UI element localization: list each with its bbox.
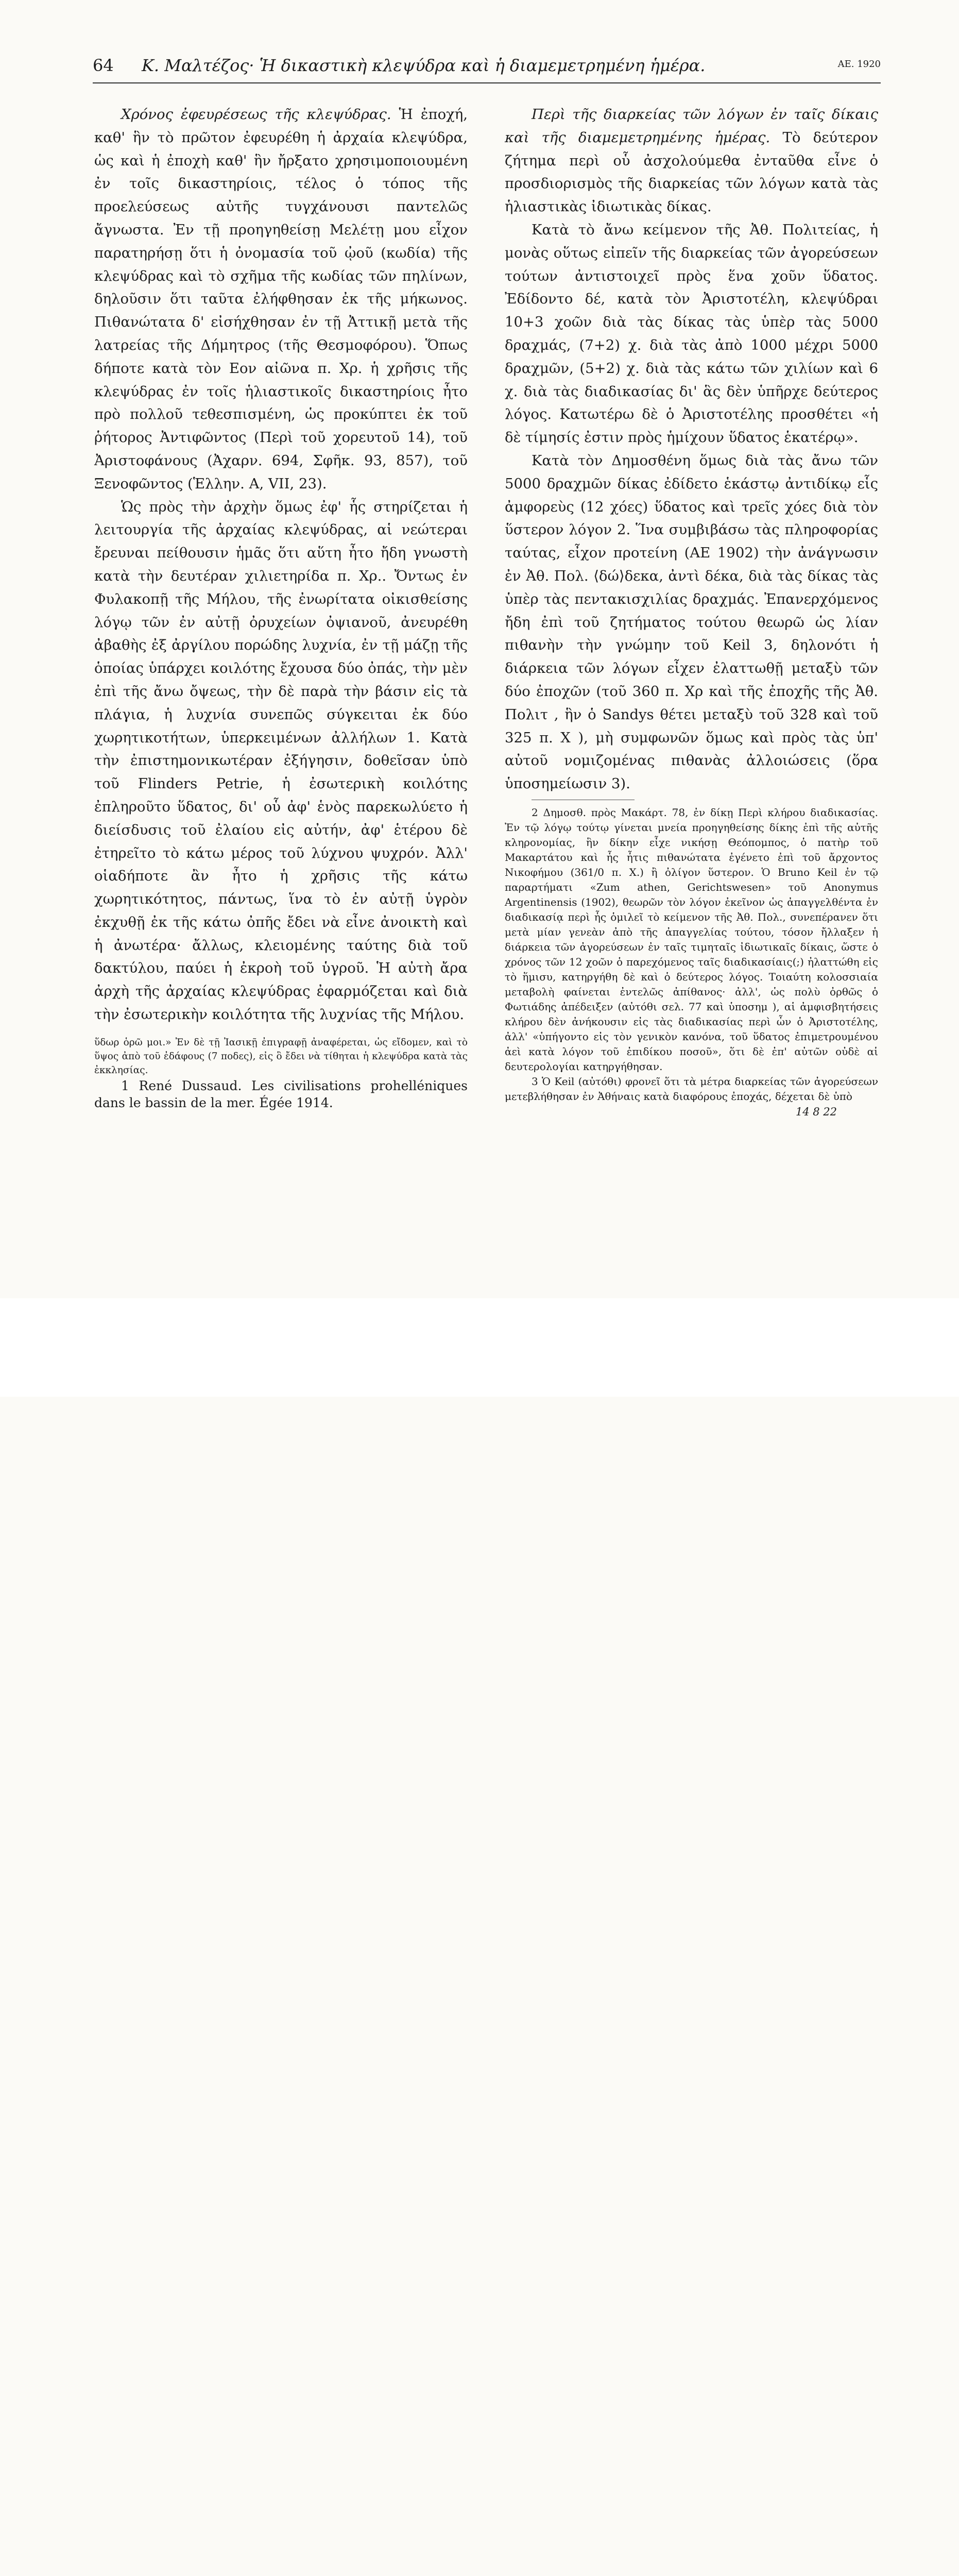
left-column	[94, 103, 468, 1111]
footnote-1: 1 René Dussaud. Les civilisations prohelléniques dans le bassin de la mer. Égée 1914.	[94, 1078, 468, 1110]
left-paragraph-1	[94, 103, 468, 496]
section-heading-invention: Χρόνος ἐφευρέσεως τῆς κλεψύδρας.	[121, 106, 391, 123]
footnote-2: 2 Δημοσθ. πρὸς Μακάρτ. 78, ἐν δίκῃ Περὶ κλήρου διαδικασίας. Ἐν τῷ λόγῳ τούτῳ γίνεται μνεία προηγηθείσης δίκης ἐπὶ τῆς αὐτῆς κληρονομίας, ἣν δίκην εἶχε νικήσῃ Θεόπομπος, ὁ πατὴρ τοῦ Μακαρτάτου καὶ ἧς ἦτις πιθανώτατα ἐγένετο ἐπὶ τοῦ ἄρχοντος Νικοφήμου (361/0 π. Χ.) ἢ ὀλίγον ὕστερον. Ὁ Bruno Keil ἐν τῷ παραρτήματι «Zum athen, Gerichtswesen» τοῦ Anonymus Argentinensis (1902), θεωρῶν τὸν λόγον ἐκεῖνον ὡς ἀπαγγελθέντα ἐν διαδικασίᾳ περὶ ἧς ὁμιλεῖ τὸ κείμενον τῆς Ἀθ. Πολ., συνεπέρανεν ὅτι μετὰ μίαν γενεὰν ἀπὸ τῆς ἀπαγγελίας τούτου, τόσον ἤλλαξεν ἡ διάρκεια τῶν ἀγορεύσεων ἐν ταῖς τιμηταῖς ἰδιωτικαῖς δίκαις, ὥστε ὁ χρόνος τῶν 12 χοῶν ὁ παρεχόμενος ταῖς διαδικασίαις(;) ἠλαττώθη εἰς τὸ ἥμισυ, κατηργήθη δὲ καὶ ὁ δεύτερος λόγος. Τοιαύτη κολοσσιαία μεταβολὴ φαίνεται ἐντελῶς ἀπίθανος· ἀλλ', ὡς πολὺ ὀρθῶς ὁ Φωτιάδης ἀπέδειξεν (αὐτόθι σελ. 77 καὶ ὑποσημ ), αἱ ἀμφισβητήσεις κλήρου δὲν ἀνήκουσιν εἰς τὰς διαδικασίας περὶ ὧν ὁ Ἀριστοτέλης, ἀλλ' «ὑπήγοντο εἰς τὸν γενικὸν κανόνα, τοῦ ὕδατος ἐπιμετρουμένου ἀεὶ κατὰ λόγον τοῦ ἐπιδίκου ποσοῦ», ὅτι δὲ ἐπ' αὐτῶν οὐδὲ αἱ δευτερολογίαι κατηργήθησαν.	[505, 806, 878, 1073]
section-heading-duration: Περὶ τῆς διαρκείας τῶν λόγων ἐν ταῖς δίκαις καὶ τῆς διαμεμετρημένης ἡμέρας.	[505, 106, 878, 146]
running-title: Κ. Μαλτέζος· Ἡ δικαστικὴ κλεψύδρα καὶ ἡ διαμεμετρημένη ἡμέρα.	[142, 56, 706, 75]
right-column	[505, 103, 878, 1120]
header-rule	[93, 82, 881, 83]
right-paragraph-3: Κατὰ τὸν Δημοσθένη ὅμως διὰ τὰς ἄνω τῶν 5000 δραχμῶν δίκας ἐδίδετο ἑκάστῳ ἀντιδίκῳ εἷς ἀμφορεὺς (12 χόες) ὕδατος καὶ τρεῖς χόες διὰ τὸν ὕστερον λόγον 2. Ἵνα συμβιβάσω τὰς πληροφορίας ταύτας, εἶχον προτείνη (ΑΕ 1902) τὴν ἀνάγνωσιν ἐν Ἀθ. Πολ. ⟨δώ⟩δεκα, ἀντὶ δέκα, διὰ τὰς δίκας τὰς ὑπὲρ τὰς πεντακισχιλίας δραχμάς. Ἐπανερχόμενος ἤδη ἐπὶ τοῦ ζητήματος τούτου θεωρῶ ὡς λίαν πιθανὴν τὴν γνώμην τοῦ Keil 3, δηλονότι ἡ διάρκεια τῶν λόγων εἶχεν ἐλαττωθῇ μεταξὺ τῶν δύο ἐποχῶν (τοῦ 360 π. Χρ καὶ τῆς ἐποχῆς τῆς Ἀθ. Πολιτ , ἣν ὁ Sandys θέτει μεταξὺ τοῦ 328 καὶ τοῦ 325 π. Χ ), μὴ συμφωνῶν ὅμως καὶ πρὸς τὰς ὑπ' αὐτοῦ νομιζομένας πιθανὰς ἀλλοιώσεις (ὅρα ὑποσημείωσιν 3).	[505, 452, 878, 792]
footnote-continuation: ὕδωρ ὁρῶ μοι.» Ἐν δὲ τῇ Ἰασικῇ ἐπιγραφῇ ἀναφέρεται, ὡς εἴδομεν, καὶ τὸ ὕψος ἀπὸ τοῦ ἐδάφους (7 ποδες), εἰς ὃ ἔδει νὰ τίθηται ἡ κλεψύδρα κατὰ τὰς ἐκκλησίας.	[94, 1037, 468, 1076]
right-paragraph-1-text: Τὸ δεύτερον ζήτημα περὶ οὗ ἀσχολούμεθα ἐνταῦθα εἶνε ὁ προσδιορισμὸς τῆς διαρκείας τῶν λόγων κατὰ τὰς ἡλιαστικὰς ἰδιωτικὰς δίκας.	[505, 129, 879, 215]
digitization-footer	[0, 1298, 959, 1397]
footnote-3: 3 Ὁ Keil (αὐτόθι) φρονεῖ ὅτι τὰ μέτρα διαρκείας τῶν ἀγορεύσεων μετεβλήθησαν ἐν Ἀθήναις κατὰ διαφόρους ἐποχάς, δέχεται δὲ ὑπὸ	[505, 1075, 878, 1103]
journal-reference: ΑΕ. 1920	[837, 59, 881, 70]
printer-signature: 14 8 22	[795, 1105, 837, 1118]
right-paragraph-2: Κατὰ τὸ ἄνω κείμενον τῆς Ἀθ. Πολιτείας, ἡ μονὰς οὕτως εἰπεῖν τῆς διαρκείας τῶν ἀγορεύσεων τούτων ἀντιστοιχεῖ πρὸς ἕνα χοῦν ὕδατος. Ἐδίδοντο δέ, κατὰ τὸν Ἀριστοτέλη, κλεψύδραι 10+3 χοῶν διὰ τὰς δίκας τὰς ὑπὲρ τὰς 5000 δραχμάς, (7+2) χ. διὰ τὰς ἀπὸ 1000 μέχρι 5000 δραχμῶν, (5+2) χ. διὰ τὰς κάτω τῶν χιλίων καὶ 6 χ. διὰ τὰς διαδικασίας δι' ἃς δὲν ὑπῆρχε δεύτερος λόγος. Κατωτέρω δὲ ὁ Ἀριστοτέλης προσθέτει «ἡ δὲ τίμησίς ἐστιν πρὸς ἡμίχουν ὕδατος ἑκατέρῳ».	[505, 221, 878, 446]
left-paragraph-2: Ὡς πρὸς τὴν ἀρχὴν ὅμως ἐφ' ἧς στηρίζεται ἡ λειτουργία τῆς ἀρχαίας κλεψύδρας, αἱ νεώτεραι ἔρευναι πείθουσιν ἡμᾶς ὅτι αὕτη ἦτο ἤδη γνωστὴ κατὰ τὴν δευτέραν χιλιετηρίδα π. Χρ.. Ὄντως ἐν Φυλακοπῇ τῆς Μήλου, τῆς ἐνωρίτατα οἰκισθείσης λόγῳ τῶν ἐν αὐτῇ ὀρυχείων ὀψιανοῦ, ἀνευρέθη ἀβαθὴς ἐξ ἀργίλου πορώδης λυχνία, ἐν τῇ μάζῃ τῆς ὁποίας ὑπάρχει κοιλότης ἔχουσα δύο ὀπάς, τὴν μὲν ἐπὶ τῆς ἄνω ὄψεως, τὴν δὲ παρὰ τὴν βάσιν εἰς τὰ πλάγια, ἡ λυχνία συνεπῶς σύγκειται ἐκ δύο χωρητικοτήτων, ὑπερκειμένων ἀλλήλων 1. Κατὰ τὴν ἐπιστημονικωτέραν ἐξήγησιν, δοθεῖσαν ὑπὸ τοῦ Flinders Petrie, ἡ ἐσωτερικὴ κοιλότης ἐπληροῦτο ὕδατος, δι' οὗ ἀφ' ἑνὸς παρεκωλύετο ἡ διείσδυσις τοῦ ἐλαίου εἰς αὐτήν, ἀφ' ἑτέρου δὲ ἐτηρεῖτο τὸ κάτω μέρος τοῦ λύχνου ψυχρόν. Ἀλλ' οἱαδήποτε ἂν ἦτο ἡ χρῆσις τῆς κάτω χωρητικότητος, πάντως, ἵνα τὸ ἐν αὐτῇ ὑγρὸν ἐκχυθῇ ἐκ τῆς κάτω ὀπῆς ἔδει νὰ εἶνε ἀνοικτὴ καὶ ἡ ἀνωτέρα· ἄλλως, κλειομένης ταύτης διὰ τοῦ δακτύλου, παύει ἡ ἐκροὴ τοῦ ὑγροῦ. Ἡ αὐτὴ ἄρα ἀρχὴ τῆς ἀρχαίας κλεψύδρας ἐφαρμόζεται καὶ διὰ τὴν ἐσωτερικὴν κοιλότητα τῆς λυχνίας τῆς Μήλου.	[94, 498, 468, 1023]
left-paragraph-1-text: Ἡ ἐποχή, καθ' ἣν τὸ πρῶτον ἐφευρέθη ἡ ἀρχαία κλεψύδρα, ὡς καὶ ἡ ἐποχὴ καθ' ἣν ἤρξατο χρησιμοποιουμένη ἐν τοῖς δικαστηρίοις, τέλος ὁ τόπος τῆς προελεύσεως αὐτῆς τυγχάνουσι παντελῶς ἄγνωστα. Ἐν τῇ προηγηθείσῃ Μελέτῃ μου εἶχον παρατηρήσῃ ὅτι ἡ ὀνομασία τοῦ ᾠοῦ (κωδία) τῆς κλεψύδρας καὶ τὸ σχῆμα τῆς κωδίας τῶν πηλίνων, δηλοῦσιν ὅτι ταῦτα ἐλήφθησαν ἐκ τῆς μήκωνος. Πιθανώτατα δ' εἰσήχθησαν ἐν τῇ Ἀττικῇ μετὰ τῆς λατρείας τῆς Δήμητρος (τῆς Θεσμοφόρου). Ὅπως δήποτε κατὰ τὸν Εον αἰῶνα π. Χρ. ἡ χρῆσις τῆς κλεψύδρας ἐν τοῖς ἡλιαστικοῖς δικαστηρίοις ἦτο πρὸ πολλοῦ τεθεσπισμένη, ὡς προκύπτει ἐκ τοῦ ῥήτορος Ἀντιφῶντος (Περὶ τοῦ χορευτοῦ 14), τοῦ Ἀριστοφάνους (Ἀχαρν. 694, Σφῆκ. 93, 857), τοῦ Ξενοφῶντος (Ἑλλην. Α, VII, 23).	[94, 106, 468, 492]
page-number: 64	[93, 56, 114, 75]
running-header	[93, 56, 881, 79]
right-paragraph-1	[505, 103, 878, 218]
